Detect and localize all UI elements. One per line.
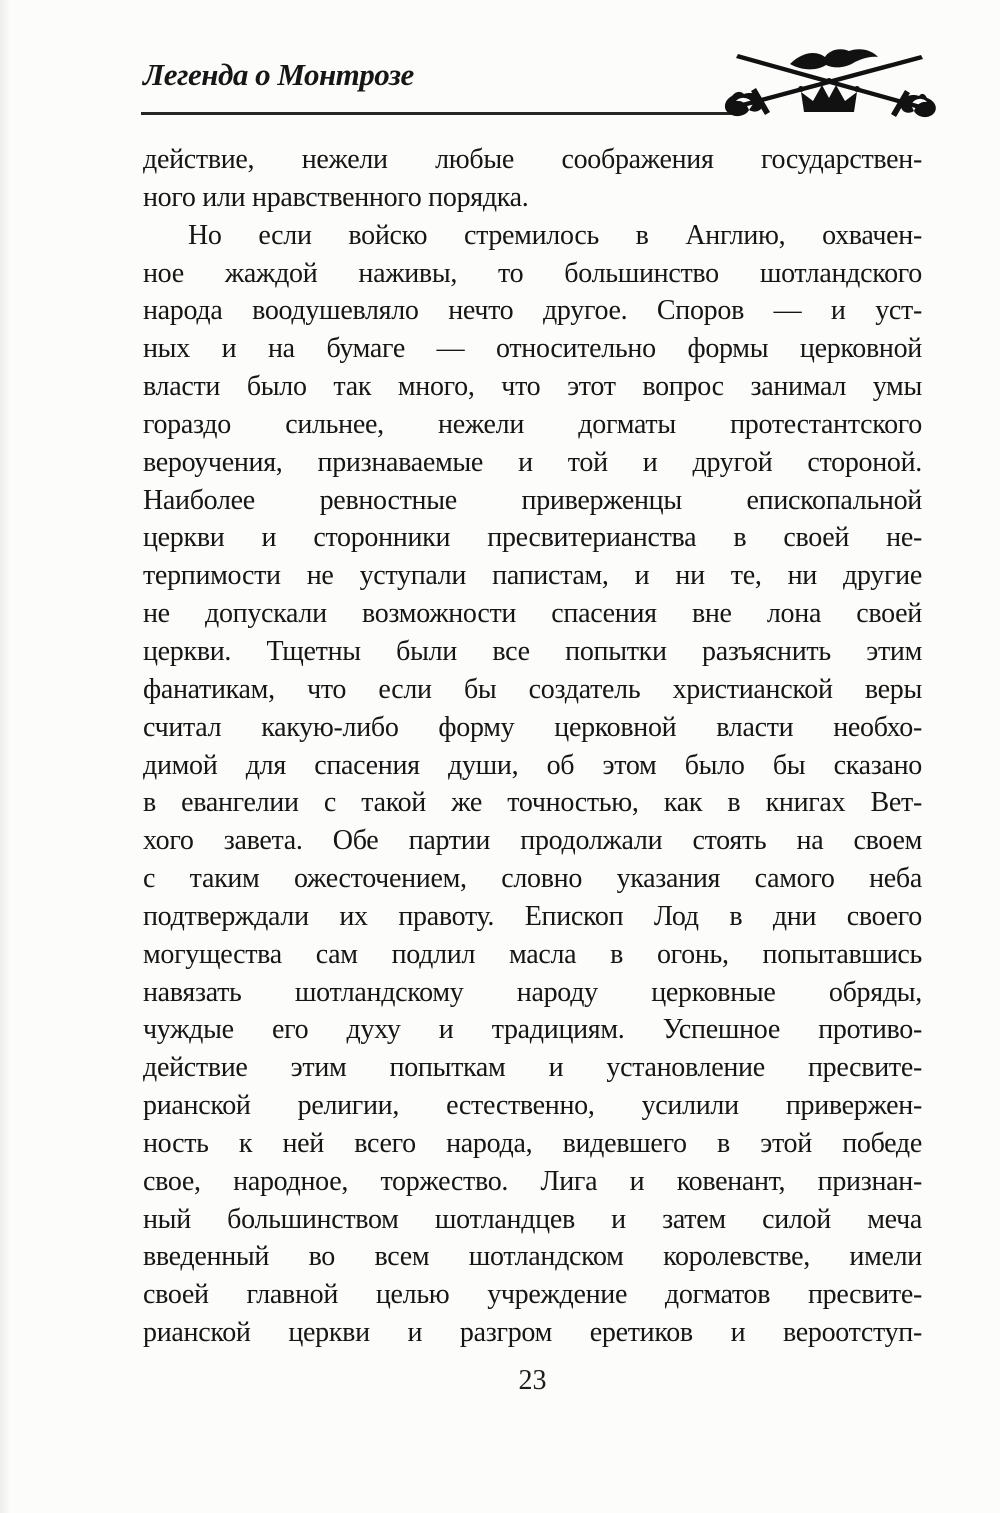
text-line: навязать шотландскому народу церковные обряды,	[143, 976, 922, 1008]
text-line: чуждые его духу и традициям. Успешное противо-	[143, 1014, 922, 1046]
text-line: ных и на бумаге — относительно формы церковной	[143, 333, 922, 365]
text-line: народа воодушевляло нечто другое. Споров — и уст-	[143, 295, 922, 327]
text-line: не допускали возможности спасения вне лона своей	[143, 598, 922, 630]
crossed-sabers-eagle-crown-icon	[722, 46, 940, 124]
text-line: в евангелии с такой же точностью, как в книгах Вет-	[143, 787, 922, 819]
text-line: действие, нежели любые соображения государствен-	[143, 144, 922, 175]
scan-edge-shadow	[0, 0, 10, 1513]
text-line: ный большинством шотландцев и затем силой меча	[143, 1203, 922, 1235]
page-body	[143, 141, 922, 1352]
text-line: с таким ожесточением, словно указания самого неба	[143, 863, 922, 895]
text-line: ного или нравственного порядка.	[143, 181, 529, 213]
text-line: подтверждали их правоту. Епископ Лод в дни своего	[143, 900, 922, 932]
text-line: свое, народное, торжество. Лига и ковенант, признан-	[143, 1165, 922, 1197]
text-line: могущества сам подлил масла в огонь, попытавшись	[143, 938, 922, 970]
page-number: 23	[518, 1365, 547, 1396]
text-line: считал какую-либо форму церковной власти необхо-	[143, 711, 922, 743]
text-line: Но если войско стремилось в Англию, охвачен-	[188, 219, 922, 251]
text-line: рианской религии, естественно, усилили привержен-	[143, 1090, 922, 1122]
text-line: фанатикам, что если бы создатель христианской веры	[143, 673, 922, 705]
text-line: рианской церкви и разгром еретиков и вероотступ-	[143, 1317, 922, 1349]
text-line: своей главной целью учреждение догматов пресвите-	[143, 1279, 922, 1311]
text-line: терпимости не уступали папистам, и ни те, ни другие	[143, 560, 922, 592]
text-line: гораздо сильнее, нежели догматы протестантского	[143, 408, 922, 440]
text-line: власти было так много, что этот вопрос занимал умы	[143, 371, 922, 403]
text-line: ное жаждой наживы, то большинство шотландского	[143, 257, 922, 289]
text-line: Наиболее ревностные приверженцы епископальной	[143, 484, 922, 516]
running-header-title: Легенда о Монтрозе	[143, 57, 414, 92]
text-line: действие этим попыткам и установление пресвите-	[143, 1052, 922, 1084]
text-line: димой для спасения души, об этом было бы сказано	[143, 749, 922, 781]
header-rule	[141, 112, 733, 115]
text-line: церкви. Тщетны были все попытки разъяснить этим	[143, 635, 922, 667]
text-line: введенный во всем шотландском королевстве, имели	[143, 1241, 922, 1273]
text-line: хого завета. Обе партии продолжали стоять на своем	[143, 825, 922, 857]
text-line: вероучения, признаваемые и той и другой стороной.	[143, 446, 922, 478]
paragraph	[143, 141, 922, 217]
text-line: ность к ней всего народа, видевшего в этой победе	[143, 1127, 922, 1159]
paragraph	[143, 217, 922, 1352]
text-line: церкви и сторонники пресвитерианства в своей не-	[143, 522, 922, 554]
